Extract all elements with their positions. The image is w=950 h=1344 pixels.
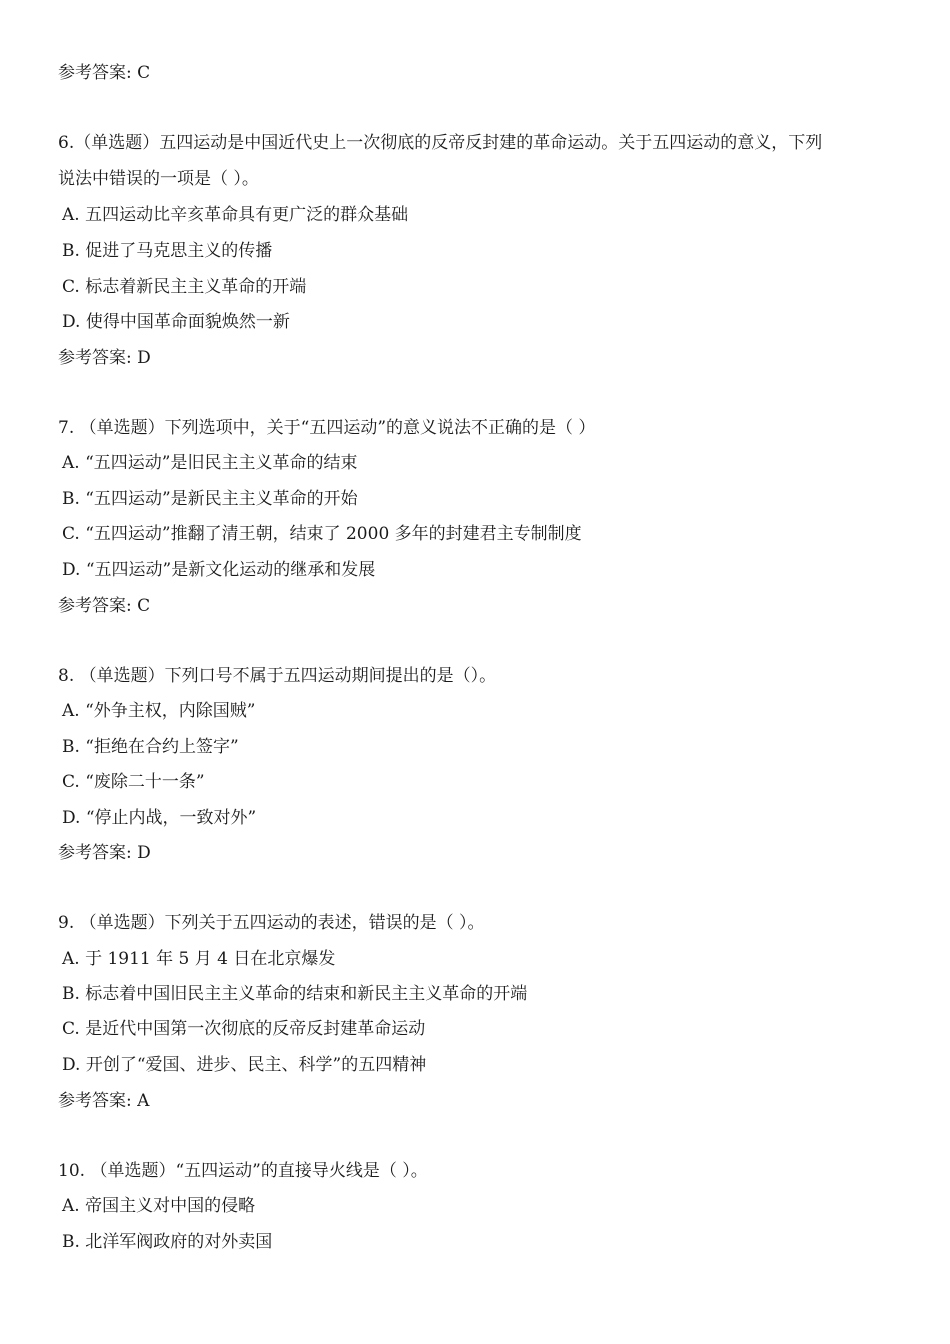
question-9-option-a: A. 于 1911 年 5 月 4 日在北京爆发: [62, 949, 336, 969]
answer-q5: 参考答案: C: [58, 63, 151, 83]
answer-q7: 参考答案: C: [58, 596, 151, 616]
answer-q9: 参考答案: A: [58, 1091, 150, 1111]
question-8-option-b: B. “拒绝在合约上签字”: [62, 737, 239, 757]
question-7-option-a: A. “五四运动”是旧民主主义革命的结束: [62, 453, 358, 473]
question-9-option-c: C. 是近代中国第一次彻底的反帝反封建革命运动: [62, 1019, 426, 1039]
question-10-option-b: B. 北洋军阀政府的对外卖国: [62, 1232, 273, 1252]
answer-q8: 参考答案: D: [58, 843, 151, 863]
question-8-option-c: C. “废除二十一条”: [62, 772, 205, 792]
question-6-option-b: B. 促进了马克思主义的传播: [62, 241, 273, 261]
question-6-text: 6.（单选题）五四运动是中国近代史上一次彻底的反帝反封建的革命运动。关于五四运动的意义，下列: [58, 133, 823, 153]
question-8-option-a: A. “外争主权，内除国贼”: [62, 701, 256, 721]
answer-q6: 参考答案: D: [58, 348, 151, 368]
question-7-text: 7. （单选题）下列选项中，关于“五四运动”的意义说法不正确的是（ ）: [58, 418, 596, 438]
question-7-option-c: C. “五四运动”推翻了清王朝，结束了 2000 多年的封建君主专制制度: [62, 524, 582, 544]
question-6-option-a: A. 五四运动比辛亥革命具有更广泛的群众基础: [62, 205, 409, 225]
question-7-option-d: D. “五四运动”是新文化运动的继承和发展: [62, 560, 376, 580]
question-8-option-d: D. “停止内战，一致对外”: [62, 808, 257, 828]
question-6-option-d: D. 使得中国革命面貌焕然一新: [62, 312, 290, 332]
question-9-option-b: B. 标志着中国旧民主主义革命的结束和新民主主义革命的开端: [62, 984, 528, 1004]
question-9-option-d: D. 开创了“爱国、进步、民主、科学”的五四精神: [62, 1055, 427, 1075]
question-9-text: 9. （单选题）下列关于五四运动的表述，错误的是（ ）。: [58, 913, 485, 933]
question-6-option-c: C. 标志着新民主主义革命的开端: [62, 277, 307, 297]
question-10-option-a: A. 帝国主义对中国的侵略: [62, 1196, 256, 1216]
question-10-text: 10. （单选题）“五四运动”的直接导火线是（ ）。: [58, 1161, 428, 1181]
question-6-text-cont: 说法中错误的一项是（ ）。: [58, 169, 259, 189]
question-7-option-b: B. “五四运动”是新民主主义革命的开始: [62, 489, 358, 509]
question-8-text: 8. （单选题）下列口号不属于五四运动期间提出的是（）。: [58, 666, 497, 686]
